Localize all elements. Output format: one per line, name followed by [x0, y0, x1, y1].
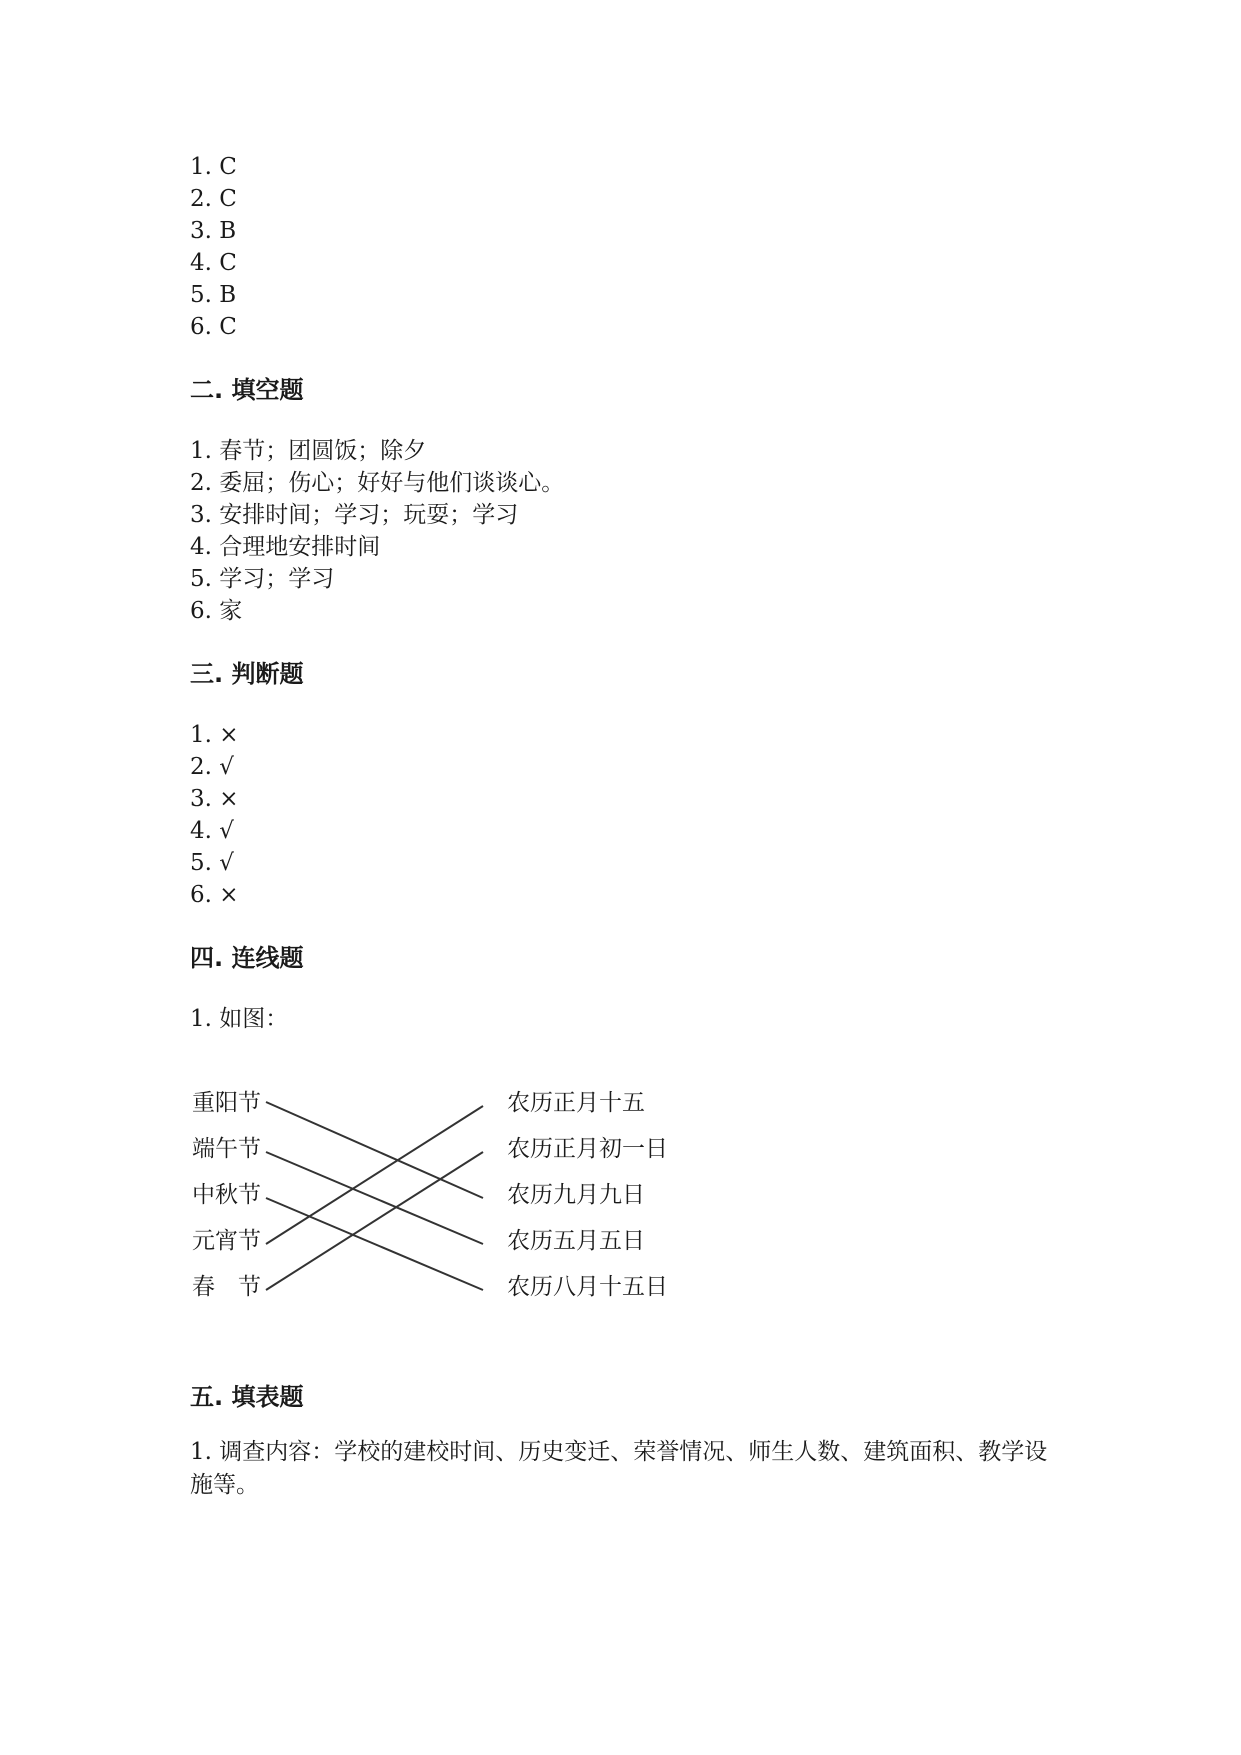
festival-label: 元宵节	[192, 1228, 261, 1254]
lunar-date-label: 农历八月十五日	[507, 1274, 668, 1300]
judge-answer-5: 5. √	[190, 850, 234, 876]
match-line	[266, 1152, 483, 1244]
fill-answer-6: 6. 家	[190, 598, 243, 624]
fill-answer-1: 1. 春节；团圆饭；除夕	[190, 438, 427, 464]
match-line	[266, 1198, 483, 1290]
lunar-date-label: 农历正月十五	[507, 1090, 645, 1116]
festival-label: 中秋节	[192, 1182, 261, 1208]
festival-label: 春 节	[192, 1274, 261, 1300]
lunar-date-label: 农历九月九日	[507, 1182, 645, 1208]
table-answer-1: 1. 调查内容：学校的建校时间、历史变迁、荣誉情况、师生人数、建筑面积、教学设施等。	[190, 1439, 1048, 1498]
fill-answer-3: 3. 安排时间；学习；玩耍；学习	[190, 502, 519, 528]
judge-answer-3: 3. ×	[190, 786, 239, 812]
lunar-date-label: 农历正月初一日	[507, 1136, 668, 1162]
fill-answer-2: 2. 委屈；伤心；好好与他们谈谈心。	[190, 470, 565, 496]
section-heading-fill-blank: 二. 填空题	[190, 376, 304, 404]
choice-answer-1: 1. C	[190, 154, 237, 180]
match-line	[266, 1152, 483, 1290]
choice-answer-3: 3. B	[190, 218, 237, 244]
festival-labels	[192, 1090, 261, 1300]
choice-answer-4: 4. C	[190, 250, 237, 276]
matching-diagram	[180, 1080, 700, 1310]
fill-answer-5: 5. 学习；学习	[190, 566, 335, 592]
lunar-date-label: 农历五月五日	[507, 1228, 645, 1254]
match-line	[266, 1106, 483, 1244]
match-line	[266, 1102, 483, 1198]
judge-answer-1: 1. ×	[190, 722, 239, 748]
judge-answer-6: 6. ×	[190, 882, 239, 908]
judge-answer-2: 2. √	[190, 754, 234, 780]
judge-answer-4: 4. √	[190, 818, 234, 844]
section-heading-judgement: 三. 判断题	[190, 660, 304, 688]
festival-label: 重阳节	[192, 1090, 261, 1116]
fill-answer-4: 4. 合理地安排时间	[190, 534, 381, 560]
matching-answer-1: 1. 如图：	[190, 1006, 289, 1032]
festival-label: 端午节	[192, 1136, 261, 1162]
section-heading-table: 五. 填表题	[190, 1383, 304, 1411]
matching-lines	[266, 1102, 483, 1290]
choice-answer-6: 6. C	[190, 314, 237, 340]
choice-answer-2: 2. C	[190, 186, 237, 212]
section-heading-matching: 四. 连线题	[190, 944, 304, 972]
lunar-date-labels	[507, 1090, 668, 1300]
choice-answer-5: 5. B	[190, 282, 237, 308]
